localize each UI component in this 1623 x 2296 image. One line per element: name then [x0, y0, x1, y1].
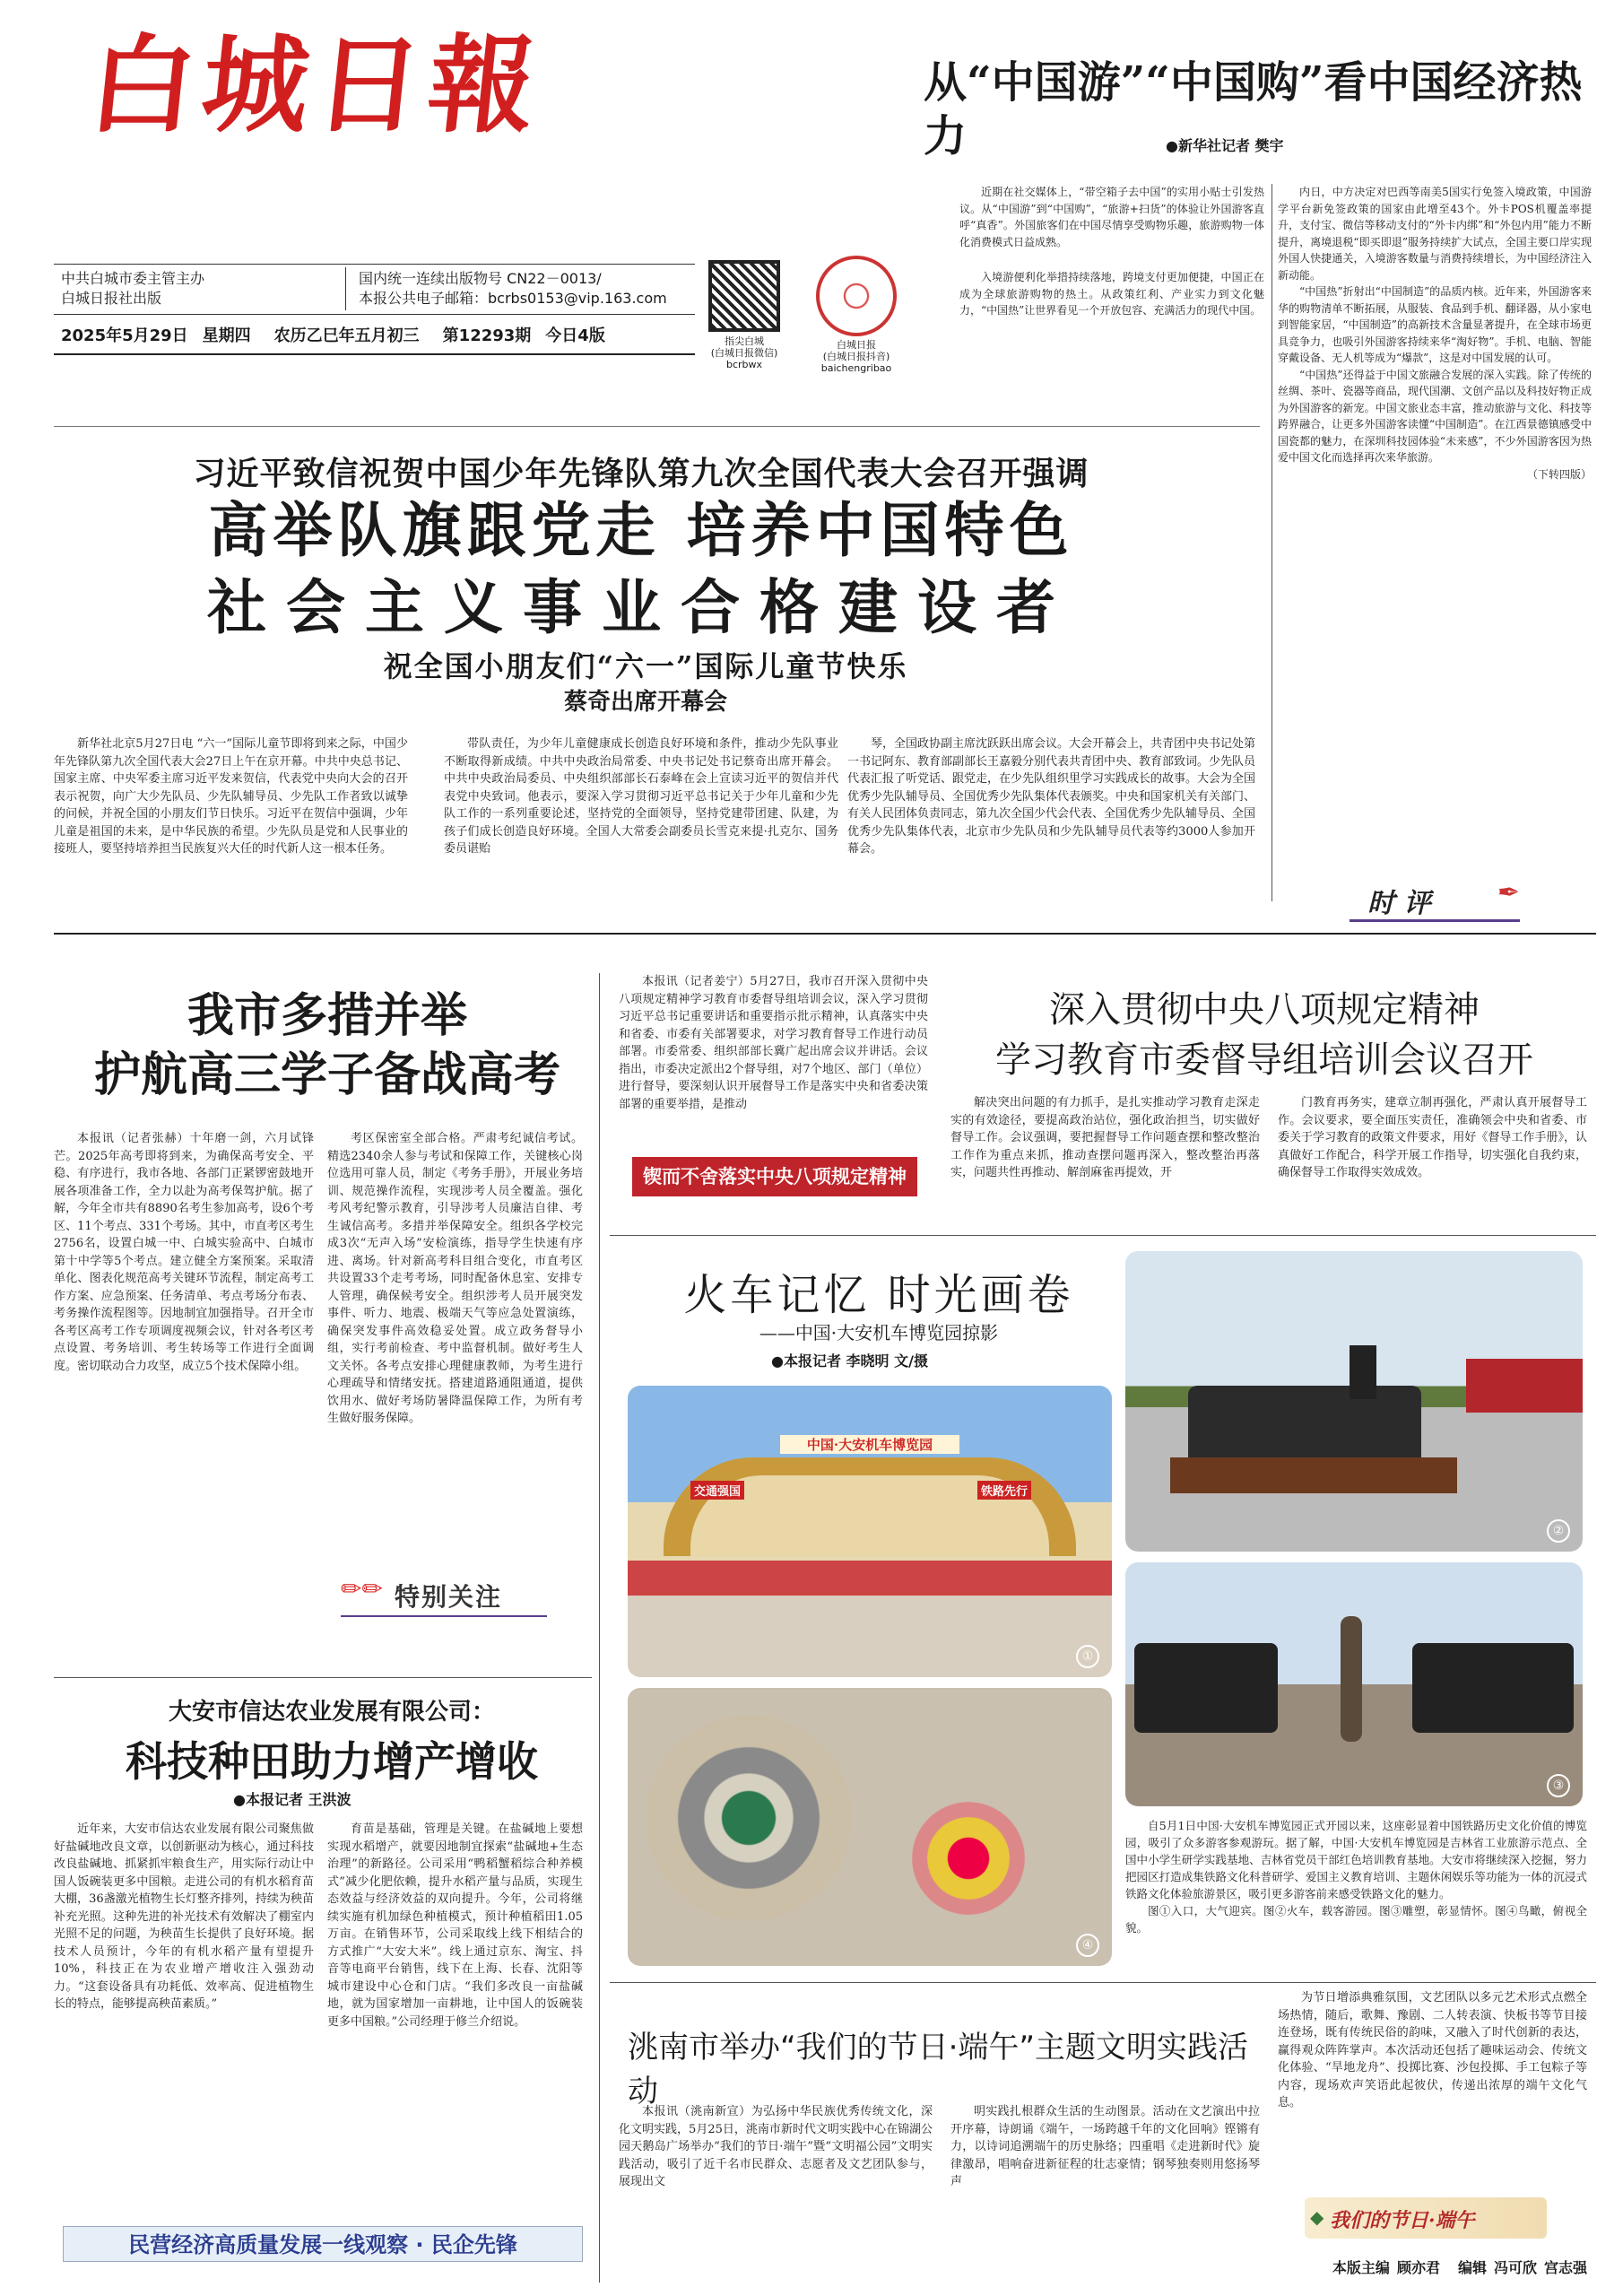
dragon-col3: 为节日增添典雅氛围，文艺团队以多元艺术形式点燃全场热情，随后，歌舞、豫剧、二人转表演、快板书等节目接连登场，既有传统民俗的韵味，又融入了时代创新的表达，赢得观众阵阵掌声。本次活动还包括了趣味运动会、传统文化体验、“旱地龙舟”、投掷比赛、沙包投掷、手工包粽子等内容，现场欢声笑语此起彼伏，传递出浓厚的端午文化气息。	[1278, 1991, 1587, 2109]
agri-title: 科技种田助力增产增收	[126, 1737, 538, 1786]
qr-wechat-caption: 指尖白城 (白城日报微信) bcrbwx	[710, 335, 778, 370]
dragon-col1: 本报讯（洮南新宣）为弘扬中华民族优秀传统文化，深化文明实践，5月25日，洮南市新时代文明实践中心在锦湖公园天鹅岛广场举办“我们的节日·端午”暨“文明福公园”文明实践活动，吸引了近千名市民群众、志愿者及文艺团队参与，展现出文	[619, 2105, 933, 2188]
pencils-icon: ✏✏	[341, 1574, 383, 1604]
masthead-logo	[82, 22, 592, 147]
discipline-col3: 门教育再务实，建章立制再强化，严肃认真开展督导工作。会议要求，要全面压实责任，准确领会中央和省委、市委关于学习教育的政策文件要求，用好《督导工作手册》，认真做好工作配合，科学开展工作指导，切实强化自我约束，确保督导工作取得实效成效。	[1278, 1096, 1587, 1179]
discipline-title-line2: 学习教育市委督导组培训会议召开	[995, 1039, 1533, 1081]
gaokao-title-line2: 护航高三学子备战高考	[93, 1048, 560, 1102]
special-focus-badge: ✏✏ 特别关注	[341, 1572, 547, 1617]
photo-number-1: ①	[1076, 1645, 1099, 1668]
page-count: 今日4版	[545, 326, 605, 345]
newspaper-logo: 白城日報	[82, 22, 549, 147]
qr-douyin[interactable]	[816, 256, 897, 336]
discipline-banner: 锲而不舍落实中央八项规定精神	[632, 1157, 917, 1196]
proof-name: 宫志强	[1543, 2259, 1587, 2276]
train-subtitle: ——中国·大安机车博览园掠影	[759, 1322, 999, 1344]
train-byline: ●本报记者 李晓明 文/摄	[771, 1352, 928, 1370]
agri-col1: 近年来，大安市信达农业发展有限公司聚焦做好盐碱地改良文章，以创新驱动为核心，通过科技改良盐碱地、抓紧抓牢粮食生产，用实际行动让中国人饭碗装更多中国粮。走进公司的有机水稻育苗大棚，36盏激光植物生长灯整齐排列，持续为秧苗补充光照。这种先进的补光技术有效解决了棚室内光照不足的问题，为秧苗生长提供了良好环境。据技术人员预计，今年的有机水稻产量有望提升10%，科技正在为农业增产增收注入强劲动力。“这套设备具有功耗低、效率高、促进植物生长的特点，能够提高秧苗素质。”	[54, 1822, 314, 2011]
discipline-title-line1: 深入贯彻中央八项规定精神	[1049, 989, 1480, 1031]
headline-sub2: 蔡奇出席开幕会	[563, 689, 727, 716]
photo-number-4: ④	[1076, 1934, 1099, 1957]
headline-main-line1: 高举队旗跟党走 培养中国特色	[208, 495, 1074, 565]
photo-statue	[1125, 1562, 1583, 1806]
gate-slogan-right: 铁路先行	[977, 1481, 1031, 1500]
photo-train	[1125, 1251, 1583, 1552]
discipline-col2: 解决突出问题的有力抓手，是扎实推动学习教育走深走实的有效途径，要提高政治站位，强化政治担当，切实做好督导工作。会议强调，要把握督导工作问题查摆和整改整治工作作为重点来抓，推动查摆问题再深入，整改整治再落实，问题共性再推动、解剖麻雀再提效，开	[950, 1096, 1260, 1179]
agri-byline: ●本报记者 王洪波	[233, 1791, 352, 1808]
headline-col1: 新华社北京5月27日电 “六一”国际儿童节即将到来之际，中国少年先锋队第九次全国代表大会27日上午在京开幕。中共中央总书记、国家主席、中央军委主席习近平发来贺信，代表党中央向大会的召开表示祝贺，向广大少先队员、少先队辅导员、少先队工作者致以诚挚的问候，并祝全国的小朋友们节日快乐。习近平在贺信中强调，少年儿童是祖国的未来，是中华民族的希望。少先队员是党和人民事业的接班人，要坚持培养担当民族复兴大任的时代新人这一根本任务。	[54, 737, 408, 856]
lunar-date: 农历乙巳年五月初三	[273, 326, 420, 345]
photo-number-2: ②	[1547, 1519, 1570, 1543]
photo-gate	[628, 1386, 1112, 1677]
agri-col2: 育苗是基础，管理是关键。在盐碱地上要想实现水稻增产，就要因地制宜探索“盐碱地+生态治理”的新路径。公司采用“鸭稻蟹稻综合种养模式”减少化肥依赖，提升水稻产量与品质，实现生态效益与经济效益的双向提升。今年，公司将继续实施有机加绿色种植模式，预计种植稻田1.05万亩。在销售环节，公司采取线上线下相结合的方式推广“大安大米”。线上通过京东、淘宝、抖音等电商平台销售，线下在上海、长春、沈阳等城市建设中心仓和门店。“我们多改良一亩盐碱地，就为国家增加一亩耕地，让中国人的饭碗装更多中国粮。”公司经理于修兰介绍说。	[327, 1822, 583, 2029]
cn-number: 国内统一连续出版物号 CN22－0013/	[359, 270, 602, 287]
date: 2025年5月29日	[61, 326, 188, 345]
continued-note: （下转四版）	[1526, 467, 1592, 481]
headline-main	[90, 491, 1193, 646]
photo-number-3: ③	[1547, 1774, 1570, 1797]
weekday: 星期四	[202, 326, 251, 345]
issue-number: 第12293期	[442, 326, 532, 345]
gaokao-title	[54, 987, 601, 1105]
headline-col2: 带队责任，为少年儿童健康成长创造良好环境和条件，推动少先队事业不断取得新成绩。中共中央政治局常委、中央书记处书记蔡奇出席开幕会。中共中央政治局委员、中央组织部部长石泰峰在会上宣读习近平的贺信并代表党中央致词。他表示，要深入学习贯彻习近平总书记关于少年儿童和少先队工作的一系列重要论述，坚持党的全面领导，坚持党建带团建、队建，为孩子们成长创造良好环境。全国人大常委会副委员长雪克来提·扎克尔、国务委员谌贻	[444, 737, 838, 856]
private-economy-banner: 民营经济高质量发展一线观察 · 民企先锋	[63, 2226, 583, 2262]
pen-icon: ✒	[1497, 877, 1520, 909]
top-right-col2: 入境游便利化举措持续落地，跨境支付更加便捷，中国正在成为全球旅游购物的热土。从政策红利、产业实力到文化魅力，“中国热”让世界看见一个开放包容、充满活力的现代中国。	[959, 271, 1264, 317]
discipline-col1: 本报讯（记者姜宁）5月27日，我市召开深入贯彻中央八项规定精神学习教育市委督导组培训会议，深入学习贯彻习近平总书记重要讲话和重要指示批示精神，认真落实中央和省委、市委有关部署要求，对学习教育督导工作进行动员部署。市委常委、组织部部长冀广起出席会议并讲话。会议指出，市委决定派出2个督导组，对7个地区、部门（单位）进行督导，要深刻认识开展督导工作是落实中央和省委决策部署的重要举措，是推动	[619, 975, 928, 1111]
dragon-boat-title: 洮南市举办“我们的节日·端午”主题文明实践活动	[628, 2030, 1249, 2109]
dragon-col2: 明实践扎根群众生活的生动图景。活动在文艺演出中拉开序幕，诗朗诵《端午，一场跨越千年的文化回响》铿锵有力，以诗词追溯端午的历史脉络；四重唱《走进新时代》旋律激昂，唱响奋进新征程的壮志豪情；钢琴独奏则用悠扬琴声	[950, 2105, 1260, 2188]
publication-info	[359, 269, 667, 309]
qr-wechat[interactable]	[708, 260, 780, 332]
editor-name: 顾亦君	[1396, 2259, 1440, 2276]
gate-sign: 中国·大安机车博览园	[780, 1435, 959, 1454]
discipline-title	[942, 985, 1587, 1085]
page-credits: 本版主编 顾亦君 编辑 冯可欣 宫志强	[1246, 2257, 1587, 2277]
dragon-badge-text: 我们的节日·端午	[1330, 2209, 1475, 2232]
train-title: 火车记忆 时光画卷	[683, 1270, 1074, 1320]
photo-aerial	[628, 1688, 1112, 1966]
headline-main-line2: 社会主义事业合格建设者	[207, 572, 1075, 642]
headline-sub: 祝全国小朋友们“六一”国际儿童节快乐	[383, 649, 908, 683]
commentary-badge: 时 评 ✒	[1350, 881, 1520, 922]
gaokao-title-line1: 我市多措并举	[187, 989, 467, 1043]
host-line2: 白城日报社出版	[61, 290, 162, 307]
top-right-col1: 近期在社交媒体上，“带空箱子去中国”的实用小贴士引发热议。从“中国游”到“中国购”，“旅游+扫货”的体验让外国游客直呼“真香”。外国旅客们在中国尽情享受购物乐趣，旅游购物一体化消费模式日益成熟。	[959, 186, 1264, 248]
qr-douyin-caption: 白城日报 (白城日报抖音) baichengribao	[820, 339, 892, 374]
headline-col3: 琴，全国政协副主席沈跃跃出席会议。大会开幕会上，共青团中央书记处第一书记阿东、教育部副部长王嘉毅分别代表共青团中央、教育部致词。少先队员代表汇报了听党话、跟党走，在少先队组织里学习实践成长的故事。大会为全国优秀少先队辅导员、全国优秀少先队集体代表颁奖。中央和国家机关有关部门、有关人民团体负责同志，第九次全国少代会代表、全国优秀少先队辅导员、全国优秀少先队集体代表，北京市少先队员和少先队辅导员代表等约3000人参加开幕会。	[847, 737, 1255, 856]
top-right-title: 从“中国游”“中国购”看中国经济热力	[924, 57, 1583, 161]
gaokao-col2: 考区保密室全部合格。严肃考纪诚信考试。精选2340余人参与考试和保障工作，关键核心岗位选用可靠人员，制定《考务手册》，开展业务培训、规范操作流程，实现涉考人员全覆盖。强化考风考纪警示教育，引导涉考人员廉洁自律、考生诚信高考。多措并举保障安全。组织各学校完成3次“无声入场”安检演练，指导学生快速有序进、离场。针对新高考科目组合变化，市直考区共设置33个走考考场，同时配备休息室、安排专人管理，确保候考安全。组织涉考人员开展突发事件、听力、地震、极端天气等应急处置演练，确保突发事件高效稳妥处置。成立政务督导小组，实行考前检查、考中监督机制。做好考生人文关怀。各考点安排心理健康教师，为考生进行心理疏导和情绪安抚。搭建道路通阻通道，提供饮用水、做好考场防暑降温保障工作，为所有考生做好服务保障。	[327, 1132, 583, 1425]
photo-legend: 图①入口，大气迎宾。图②火车，载客游园。图③雕塑，彰显情怀。图④鸟瞰，俯视全貌。	[1125, 1904, 1587, 1935]
gate-slogan-left: 交通强国	[690, 1481, 744, 1500]
top-right-col3: 内日，中方决定对巴西等南美5国实行免签入境政策，中国游学平台新免签政策的国家由此增至43个。外卡POS机覆盖率提升，支付宝、微信等移动支付的“外卡内绑”和“外包内用”能力不断提升，离境退税“即买即退”服务持续扩大试点，全国主要口岸实现外国人快捷通关，入境游客数量与消费持续增长，为中国经济注入新动能。 “中国热”折射出“中国制造”的品质内核。近年来，外国游客来华的购物清单不断拓展，从服装、食品到手机、翻译器，从小家电到智能家居，“中国制造”的高新技术含量显著提升，在全球市场更具竞争力，也吸引外国游客持续来华“淘好物”。手机、电脑、智能穿戴设备、无人机等成为“爆款”，这是对中国发展的认可。 “中国热”还得益于中国文旅融合发展的深入实践。除了传统的丝绸、茶叶、瓷器等商品，现代国潮、文创产品以及科技好物正成为外国游客的新宠。中国文旅业态丰富，推动旅游与文化、科技等跨界融合，让更多外国游客读懂“中国制造”。在江西景德镇感受中国瓷都的魅力，在深圳科技园体验“未来感”，不少外国游客因为热爱中国文化而选择再次来华旅游。 （下转四版）	[1278, 184, 1592, 901]
dragon-boat-badge	[1305, 2197, 1547, 2239]
host-info	[61, 269, 204, 309]
host-line1: 中共白城市委主管主办	[61, 270, 205, 287]
gaokao-col1: 本报讯（记者张赫）十年磨一剑，六月试锋芒。2025年高考即将到来，为确保高考安全、平稳、有序进行，我市各地、各部门正紧锣密鼓地开展各项准备工作，全力以赴为高考保驾护航。据了解，今年全市共有8890名考生参加高考，设6个考区、11个考点、331个考场。其中，市直考区考生2756名，设置白城一中、白城实验高中、白城市第十中学等5个考点。建立健全方案预案。采取清单化、图表化规范高考关键环节流程，制定高考工作方案、应急预案、任务清单、考点考场分布表、考务操作流程图等。因地制宜加强指导。召开全市各考区高考工作专项调度视频会议，针对各考区考点设置、考务培训、考生转场等工作进行全面调度。密切联动合力攻坚，成立5个技术保障小组。	[54, 1132, 314, 1373]
copy-editor-name: 冯可欣	[1493, 2259, 1537, 2276]
agri-kicker: 大安市信达农业发展有限公司：	[168, 1699, 495, 1726]
train-caption: 自5月1日中国·大安机车博览园正式开园以来，这座彰显着中国铁路历史文化价值的博览园，吸引了众多游客参观游玩。据了解，中国·大安机车博览园是吉林省工业旅游示范点、全国中小学生研学实践基地、吉林省党员干部红色培训教育基地。大安市将继续深入挖掘，努力把园区打造成集铁路文化科普研学、爱国主义教育培训、主题休闲娱乐等功能为一体的沉浸式铁路文化体验旅游景区，吸引更多游客前来感受铁路文化的魅力。 图①入口，大气迎宾。图②火车，载客游园。图③雕塑，彰显情怀。图④鸟瞰，俯视全貌。	[1125, 1819, 1587, 1935]
public-email: 本报公共电子邮箱：bcrbs0153@vip.163.com	[359, 290, 667, 307]
zongzi-icon: ◆	[1310, 2206, 1324, 2228]
headline-kicker: 习近平致信祝贺中国少年先锋队第九次全国代表大会召开强调	[193, 455, 1089, 492]
date-bar	[61, 321, 689, 348]
top-right-byline: ●新华社记者 樊宇	[1166, 137, 1284, 154]
